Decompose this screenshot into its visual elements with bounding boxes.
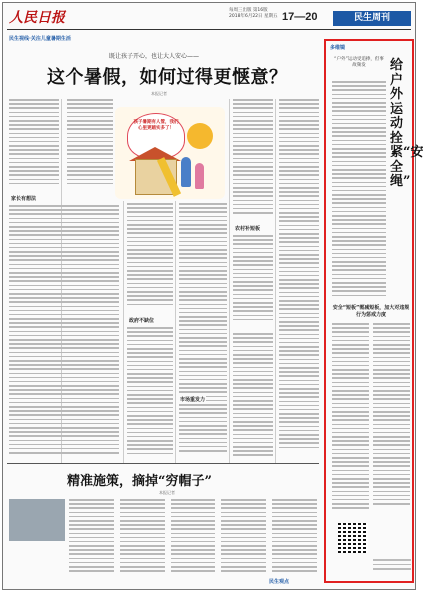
section-label: 家长有想法 — [11, 196, 37, 202]
sun-graphic — [187, 123, 213, 149]
body-text-column — [9, 205, 119, 459]
illustration-caption: 孩子暑期有人管，我们心里更踏实多了！ — [133, 120, 179, 131]
feature-headline: 这个暑假，如何过得更惬意？ — [47, 67, 288, 88]
column-divider — [123, 201, 124, 463]
section-label: 市场重发力 — [180, 397, 206, 403]
children-summer-illustration — [115, 107, 225, 199]
body-text-column — [67, 99, 113, 189]
column-divider — [175, 201, 176, 463]
qr-code-pattern — [338, 523, 368, 553]
masthead-logo: 人民日报 — [9, 10, 65, 26]
sidebar-headline: 给户外运动拴紧“安全绳” — [390, 58, 423, 189]
footer-info — [373, 559, 411, 573]
body-text-column — [233, 333, 273, 459]
body-text-column — [233, 99, 273, 219]
newspaper-page — [2, 2, 423, 590]
issue-line-2: 2018年6月22日 星期五 — [229, 14, 278, 19]
article-divider — [7, 463, 319, 464]
feature-byline: 本报记者 — [151, 91, 167, 96]
body-text-column — [332, 323, 410, 519]
column-divider — [229, 99, 230, 463]
child-figure — [181, 157, 191, 187]
bottom-kicker: 民生观点 — [269, 579, 290, 585]
body-text-column — [279, 99, 319, 459]
left-kicker: 民生视线·关注儿童暑期生活 — [9, 36, 71, 42]
bottom-headline: 精准施策，摘掉“穷帽子” — [67, 474, 212, 489]
article-photo — [9, 499, 65, 541]
section-label: 政府不缺位 — [129, 318, 155, 324]
body-text-column — [233, 235, 273, 325]
sidebar-subhead: 安全“短板”需减短板，加大对违规行为惩戒力度 — [332, 305, 410, 318]
sidebar-kicker: 多维镜 — [330, 45, 346, 51]
body-text-column — [9, 99, 59, 189]
sidebar-deck: “户外”运动受追捧，但事故频发 — [334, 57, 384, 68]
issue-line-1: 每周三出版 第16版 — [229, 8, 268, 13]
section-label: 农村补短板 — [235, 226, 261, 232]
body-text-column — [332, 81, 386, 301]
column-divider — [275, 99, 276, 463]
sidebar-article-box — [324, 39, 423, 583]
body-text-column — [179, 203, 227, 459]
issue-info — [229, 8, 277, 20]
header-rule — [7, 29, 411, 30]
child-figure — [195, 163, 204, 189]
body-text-column — [69, 499, 317, 575]
section-badge: 民生周刊 — [333, 11, 411, 26]
body-text-column — [127, 327, 173, 459]
bottom-byline: 本报记者 — [159, 490, 175, 495]
page-range: 17—20 — [282, 11, 318, 23]
feature-subhead: 既让孩子开心，也让大人安心—— — [109, 53, 200, 60]
body-text-column — [127, 203, 173, 313]
